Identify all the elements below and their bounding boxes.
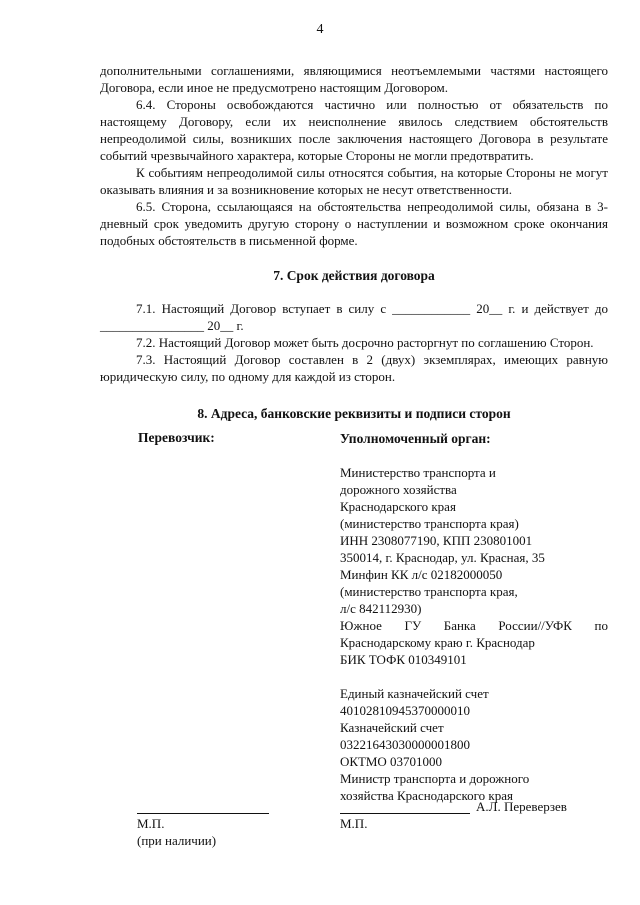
bank-name-line: Южное ГУ Банка России//УФК по bbox=[340, 618, 608, 633]
paragraph-7-1: 7.1. Настоящий Договор вступает в силу с ____________ 20__ г. и действует до ________________ 20__ г. bbox=[100, 301, 608, 333]
signatory-title-line: хозяйства Краснодарского края bbox=[340, 788, 513, 803]
carrier-signature-line bbox=[137, 813, 269, 814]
paragraph-continuation: дополнительными соглашениями, являющимися неотъемлемыми частями настоящего Договора, если иное не предусмотрено настоящим Договором. bbox=[100, 63, 608, 95]
authority-signature-line bbox=[340, 813, 470, 814]
paragraph-6-5: 6.5. Сторона, ссылающаяся на обстоятельства непреодолимой силы, обязана в 3-дневный срок уведомить другую сторону о наступлении и возможном сроке окончания подобных обстоятельств в письменной форме. bbox=[100, 199, 608, 248]
bank-line: Краснодарскому краю г. Краснодар bbox=[340, 635, 535, 650]
account-line: ОКТМО 03701000 bbox=[340, 754, 443, 769]
paragraph-7-3: 7.3. Настоящий Договор составлен в 2 (двух) экземплярах, имеющих равную юридическую силу, по одному для каждой из сторон. bbox=[100, 352, 608, 384]
page-number: 4 bbox=[316, 22, 324, 37]
authority-line: дорожного хозяйства bbox=[340, 482, 457, 497]
signatory-title-line: Министр транспорта и дорожного bbox=[340, 771, 530, 786]
carrier-column bbox=[138, 430, 318, 446]
carrier-seal-label: М.П. bbox=[137, 816, 165, 831]
account-line: Казначейский счет bbox=[340, 720, 444, 735]
paragraph-6-4: 6.4. Стороны освобождаются частично или полностью от обязательств по настоящему Договору, если их неисполнение явилось следствием обстоятельств непреодолимой силы, возникших после заключения настоящего Договора в результате событий чрезвычайного характера, которые Стороны не могли предотвратить. bbox=[100, 97, 608, 163]
paragraph-force-majeure-events: К событиям непреодолимой силы относятся события, на которые Стороны не могут оказывать влияния и за возникновение которых не несут ответственности. bbox=[100, 165, 608, 197]
parties-block bbox=[100, 430, 608, 860]
authority-column bbox=[340, 430, 608, 804]
carrier-seal-note: (при наличии) bbox=[137, 833, 217, 848]
authority-line: Минфин КК л/с 02182000050 bbox=[340, 567, 503, 582]
authority-seal-label: М.П. bbox=[340, 816, 368, 831]
account-line: Единый казначейский счет bbox=[340, 686, 489, 701]
section-8-heading: 8. Адреса, банковские реквизиты и подписи сторон bbox=[197, 406, 511, 421]
account-line: 03221643030000001800 bbox=[340, 737, 470, 752]
authority-title: Уполномоченный орган: bbox=[340, 431, 491, 446]
section-7-heading: 7. Срок действия договора bbox=[273, 268, 435, 283]
authority-line: (министерство транспорта края, bbox=[340, 584, 518, 599]
account-line: 40102810945370000010 bbox=[340, 703, 470, 718]
authority-line: (министерство транспорта края) bbox=[340, 516, 519, 531]
paragraph-7-2: 7.2. Настоящий Договор может быть досрочно расторгнут по соглашению Сторон. bbox=[136, 335, 594, 350]
authority-line: Краснодарского края bbox=[340, 499, 456, 514]
authority-line: Министерство транспорта и bbox=[340, 465, 496, 480]
carrier-title: Перевозчик: bbox=[138, 430, 215, 445]
authority-line: ИНН 2308077190, КПП 230801001 bbox=[340, 533, 533, 548]
bank-bik-line: БИК ТОФК 010349101 bbox=[340, 652, 467, 667]
authority-line: л/с 842112930) bbox=[340, 601, 422, 616]
signatory-name: А.Л. Переверзев bbox=[476, 799, 567, 814]
contract-body bbox=[100, 62, 608, 430]
authority-line: 350014, г. Краснодар, ул. Красная, 35 bbox=[340, 550, 545, 565]
